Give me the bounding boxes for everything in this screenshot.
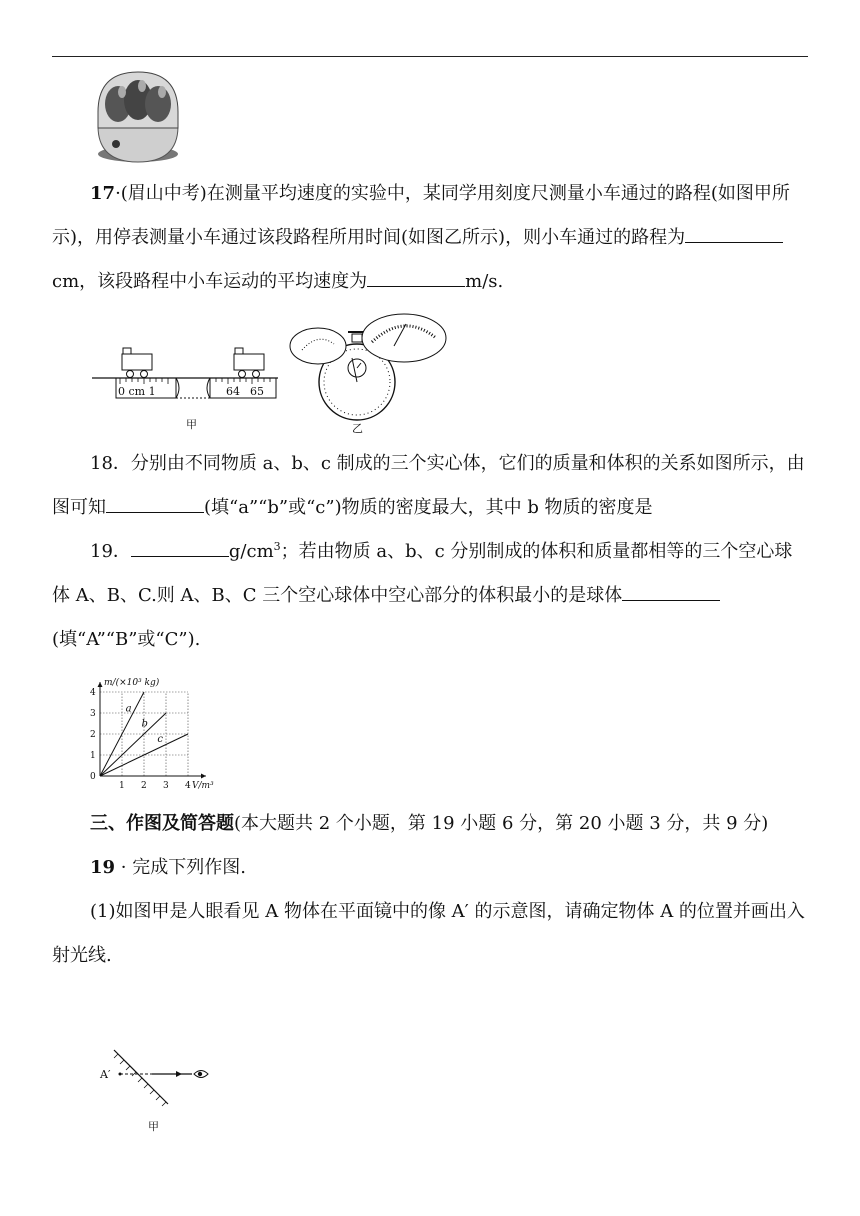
q19a-blank-sphere[interactable] <box>622 578 720 601</box>
ruler-label-64: 64 <box>226 385 240 398</box>
y-tick-label: 2 <box>90 730 96 740</box>
q18-text-b: (填“a”“b”或“c”)物质的密度最大，其中 b 物质的密度是 <box>204 497 653 518</box>
q19a-unit-sup: 3 <box>273 540 281 553</box>
question-18 <box>52 442 808 530</box>
eye-icon <box>194 1071 208 1078</box>
label-a-prime: A′ <box>100 1068 111 1081</box>
x-axis-arrow <box>201 774 206 779</box>
q19a-unit: g/cm <box>228 541 274 562</box>
q17-blank-distance[interactable] <box>685 220 783 243</box>
q17-text: ·(眉山中考)在测量平均速度的实验中，某同学用刻度尺测量小车通过的路程(如图甲所示)，用停表测量小车通过该段路程所用时间(如图乙所示)，则小车通过的路程为 <box>52 183 790 248</box>
y-tick-label: 3 <box>90 709 96 719</box>
q17-blank-speed[interactable] <box>367 264 465 287</box>
q19b-part1-text: (1)如图甲是人眼看见 A 物体在平面镜中的像 A′ 的示意图，请确定物体 A 的位置并画出入射光线. <box>52 901 805 966</box>
mass-volume-chart <box>86 674 226 794</box>
x-tick-label: 2 <box>141 781 147 791</box>
q18-number: 18 <box>90 453 113 474</box>
steamer-image <box>92 66 184 166</box>
q17-unit-ms: m/s. <box>465 271 504 292</box>
y-tick-label: 1 <box>90 751 96 761</box>
stopwatch <box>290 314 446 420</box>
section-3-heading <box>52 802 808 846</box>
q19b-text: · 完成下列作图. <box>115 857 246 878</box>
mirror-caption: 甲 <box>148 1120 159 1133</box>
y-axis-label: m/(×10³ kg) <box>104 678 160 688</box>
y-tick-label: 0 <box>90 772 96 782</box>
q19a-blank-density[interactable] <box>131 534 229 557</box>
x-tick-label: 3 <box>163 781 169 791</box>
mirror-figure <box>96 1046 226 1136</box>
q19a-text-b: ；若由物质 a、b、c 分别制成的体积和质量都相等的三个空心球体 A、B、C.则 A、B、C 三个空心球体中空心部分的体积最小的是球体 <box>52 541 793 606</box>
q17-number: 17 <box>90 183 116 204</box>
top-rule <box>52 56 808 57</box>
x-axis-label: V/m³ <box>192 781 214 791</box>
x-tick-label: 1 <box>119 781 125 791</box>
question-17 <box>52 172 808 304</box>
section-3-title: 三、作图及简答题 <box>90 813 234 834</box>
caption-jia: 甲 <box>186 418 197 431</box>
x-tick-label: 4 <box>185 781 191 791</box>
ruler-label-left: 0 cm 1 <box>118 385 156 398</box>
q19b-number: 19 <box>90 857 116 878</box>
cart-right <box>234 348 264 378</box>
y-tick-label: 4 <box>90 688 96 698</box>
question-19-continued: 19． $g/cm^3$；若由物质 a、b、c 分别制成的体积和质量都相等的三个空心球体 A、B、C.则 A、B、C 三个空心球体中空心部分的体积最小的是球体(填“A”“B”或“C”). <box>52 530 808 662</box>
question-19 <box>52 846 808 890</box>
q19a-number: 19 <box>90 541 113 562</box>
series-label-a: a <box>125 703 132 715</box>
section-3-detail: (本大题共 2 个小题，第 19 小题 6 分，第 20 小题 3 分，共 9 分) <box>234 813 769 834</box>
caption-yi: 乙 <box>352 422 363 435</box>
question-19-part-1 <box>52 890 808 978</box>
y-axis-arrow <box>98 682 103 687</box>
q18-blank-densest[interactable] <box>106 490 204 513</box>
ruler-label-65: 65 <box>250 385 264 398</box>
q19a-text-c: (填“A”“B”或“C”). <box>52 629 201 650</box>
q17-unit-cm: cm，该段路程中小车运动的平均速度为 <box>52 271 368 292</box>
cart-left <box>122 348 152 378</box>
q18-text-a: ．分别由不同物质 a、b、c 制成的三个实心体，它们的质量和体积的关系如图所示，由图可知 <box>52 453 805 518</box>
series-label-c: c <box>157 733 163 745</box>
q17-figure <box>90 312 450 436</box>
series-line-b <box>100 713 166 776</box>
series-label-b: b <box>141 718 148 730</box>
